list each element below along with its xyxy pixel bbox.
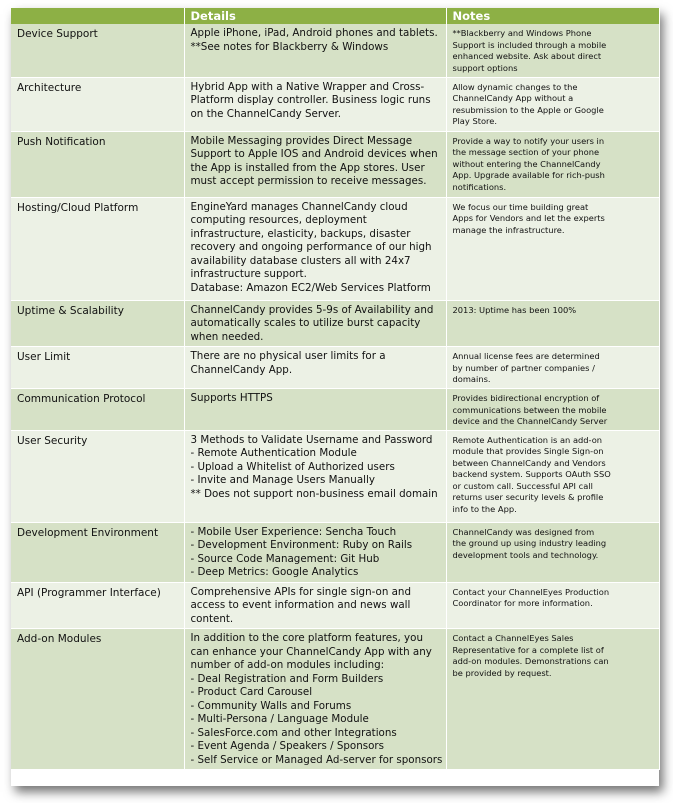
details-line: access to event information and news wall: [190, 599, 411, 611]
notes-cell: [446, 300, 659, 347]
details-line: - Mobile User Experience: Sencha Touch: [190, 525, 397, 538]
notes-line: module that provides Single Sign-on: [452, 446, 604, 456]
details-line: must accept permission to receive messages.: [190, 175, 427, 187]
notes-line: the message section of your phone: [452, 147, 600, 157]
table-row: [11, 197, 659, 300]
details-line: the App is installed from the App stores. User: [190, 161, 425, 174]
notes-line: Annual license fees are determined: [452, 351, 600, 361]
notes-line: the ground up using industry leading: [452, 538, 607, 548]
details-cell: [184, 430, 446, 522]
notes-line: communications between the mobile: [452, 404, 607, 415]
details-cell: [184, 389, 446, 431]
details-line: - SalesForce.com and other Integrations: [190, 726, 397, 739]
notes-line: support options: [452, 62, 518, 73]
notes-line: domains.: [452, 374, 491, 384]
notes-cell: [446, 522, 659, 582]
notes-line: backend system. Supports OAuth SSO: [452, 469, 611, 479]
details-cell: [184, 77, 446, 131]
details-line: on the ChannelCandy Server.: [190, 107, 342, 120]
details-line: - Product Card Carousel: [190, 686, 313, 698]
details-line: infrastructure support.: [190, 268, 307, 280]
details-line: when needed.: [190, 330, 264, 343]
notes-line: Play Store.: [452, 116, 498, 126]
feature-cell: Development Environment: [11, 522, 184, 582]
feature-cell: User Security: [11, 430, 184, 522]
notes-line: Coordinator for more information.: [452, 598, 593, 608]
features-sheet: [11, 8, 659, 786]
details-cell: [184, 347, 446, 389]
details-line: content.: [190, 612, 234, 625]
header-notes: Notes: [446, 8, 659, 24]
details-line: EngineYard manages ChannelCandy cloud: [190, 200, 408, 213]
notes-cell: [446, 24, 659, 77]
details-line: number of add-on modules including:: [190, 659, 385, 671]
notes-line: returns user security levels & profile: [452, 492, 604, 502]
details-cell: [184, 629, 446, 770]
notes-line: notifications.: [452, 181, 507, 192]
table-row: [11, 389, 659, 431]
details-line: - Self Service or Managed Ad-server for sponsors: [190, 753, 443, 766]
details-line: - Upload a Whitelist of Authorized users: [190, 460, 395, 473]
feature-cell: Communication Protocol: [11, 389, 184, 431]
details-line: Platform display controller. Business logic runs: [190, 94, 431, 106]
details-line: - Multi-Persona / Language Module: [190, 713, 369, 725]
table-row: [11, 24, 659, 77]
details-line: - Invite and Manage Users Manually: [190, 474, 375, 486]
notes-line: Remote Authentication is an add-on: [452, 434, 603, 445]
header-feature: [11, 8, 184, 24]
details-line: Hybrid App with a Native Wrapper and Cross-: [190, 80, 425, 93]
details-line: There are no physical user limits for a: [190, 350, 386, 362]
details-line: ** Does not support non-business email domain: [190, 487, 438, 500]
feature-cell: Uptime & Scalability: [11, 300, 184, 347]
details-line: - Deal Registration and Form Builders: [190, 672, 384, 685]
notes-line: 2013: Uptime has been 100%: [452, 304, 577, 315]
details-line: - Community Walls and Forums: [190, 699, 352, 712]
notes-line: ChannelCandy was designed from: [452, 526, 595, 537]
notes-cell: [446, 197, 659, 300]
notes-line: Representative for a complete list of: [452, 644, 604, 655]
details-line: ChannelCandy App.: [190, 363, 293, 376]
notes-line: Apps for Vendors and let the experts: [452, 213, 605, 223]
notes-line: enhanced website. Ask about direct: [452, 51, 602, 61]
notes-line: **Blackberry and Windows Phone: [452, 28, 592, 38]
table-row: [11, 629, 659, 770]
notes-line: Support is included through a mobile: [452, 39, 607, 50]
details-cell: [184, 300, 446, 347]
notes-cell: [446, 582, 659, 629]
notes-line: info to the App.: [452, 503, 517, 514]
details-line: availability database clusters all with 24x7: [190, 254, 411, 267]
feature-cell: Add-on Modules: [11, 629, 184, 770]
notes-line: Provides bidirectional encryption of: [452, 393, 600, 403]
table-row: [11, 582, 659, 629]
details-line: **See notes for Blackberry & Windows: [190, 40, 389, 53]
notes-line: by number of partner companies /: [452, 362, 595, 373]
details-cell: [184, 131, 446, 197]
feature-cell: Architecture: [11, 77, 184, 131]
notes-line: manage the infrastructure.: [452, 224, 565, 235]
details-line: - Deep Metrics: Google Analytics: [190, 566, 359, 578]
details-line: In addition to the core platform features, you: [190, 632, 423, 644]
notes-line: Allow dynamic changes to the: [452, 81, 578, 92]
details-line: automatically scales to utilize burst capacity: [190, 317, 421, 329]
notes-line: resubmission to the Apple or Google: [452, 104, 604, 115]
notes-line: add-on modules. Demonstrations can: [452, 656, 609, 666]
notes-cell: [446, 347, 659, 389]
details-line: ChannelCandy provides 5-9s of Availability and: [190, 303, 434, 316]
details-line: Support to Apple IOS and Android devices when: [190, 148, 438, 160]
feature-cell: Push Notification: [11, 131, 184, 197]
details-cell: [184, 197, 446, 300]
table-row: [11, 347, 659, 389]
feature-cell: Hosting/Cloud Platform: [11, 197, 184, 300]
details-line: 3 Methods to Validate Username and Password: [190, 433, 433, 446]
table-row: [11, 131, 659, 197]
notes-line: without entering the ChannelCandy: [452, 158, 601, 169]
notes-line: or custom call. Successful API call: [452, 480, 593, 491]
details-line: Supports HTTPS: [190, 392, 273, 404]
notes-line: Contact a ChannelEyes Sales: [452, 633, 574, 643]
notes-line: Contact your ChannelEyes Production: [452, 586, 610, 597]
notes-cell: [446, 77, 659, 131]
details-line: infrastructure, elasticity, backups, disaster: [190, 227, 411, 240]
notes-line: between ChannelCandy and Vendors: [452, 457, 606, 468]
notes-cell: [446, 629, 659, 770]
details-line: Mobile Messaging provides Direct Message: [190, 134, 413, 147]
feature-cell: API (Programmer Interface): [11, 582, 184, 629]
feature-cell: User Limit: [11, 347, 184, 389]
details-line: - Event Agenda / Speakers / Sponsors: [190, 740, 384, 752]
details-line: Database: Amazon EC2/Web Services Platform: [190, 281, 431, 294]
features-table: [11, 8, 660, 770]
table-row: [11, 300, 659, 347]
notes-line: App. Upgrade available for rich-push: [452, 170, 605, 180]
details-line: Comprehensive APIs for single sign-on and: [190, 585, 411, 598]
notes-line: device and the ChannelCandy Server: [452, 416, 608, 426]
details-cell: [184, 582, 446, 629]
notes-line: development tools and technology.: [452, 549, 599, 560]
details-cell: [184, 522, 446, 582]
notes-line: be provided by request.: [452, 667, 552, 678]
notes-line: ChannelCandy App without a: [452, 93, 574, 103]
notes-cell: [446, 430, 659, 522]
header-details: Details: [184, 8, 446, 24]
notes-line: Provide a way to notify your users in: [452, 135, 605, 146]
table-row: [11, 77, 659, 131]
feature-cell: Device Support: [11, 24, 184, 77]
table-row: [11, 522, 659, 582]
details-line: - Development Environment: Ruby on Rails: [190, 539, 413, 551]
details-line: recovery and ongoing performance of our high: [190, 241, 432, 253]
details-line: Apple iPhone, iPad, Android phones and tablets.: [190, 27, 438, 39]
details-cell: [184, 24, 446, 77]
details-line: can enhance your ChannelCandy App with any: [190, 645, 432, 658]
table-row: [11, 430, 659, 522]
table-header-row: [11, 8, 659, 24]
notes-cell: [446, 389, 659, 431]
notes-line: We focus our time building great: [452, 201, 589, 212]
details-line: computing resources, deployment: [190, 214, 367, 226]
notes-cell: [446, 131, 659, 197]
details-line: - Remote Authentication Module: [190, 447, 357, 459]
details-line: - Source Code Management: Git Hub: [190, 552, 380, 565]
